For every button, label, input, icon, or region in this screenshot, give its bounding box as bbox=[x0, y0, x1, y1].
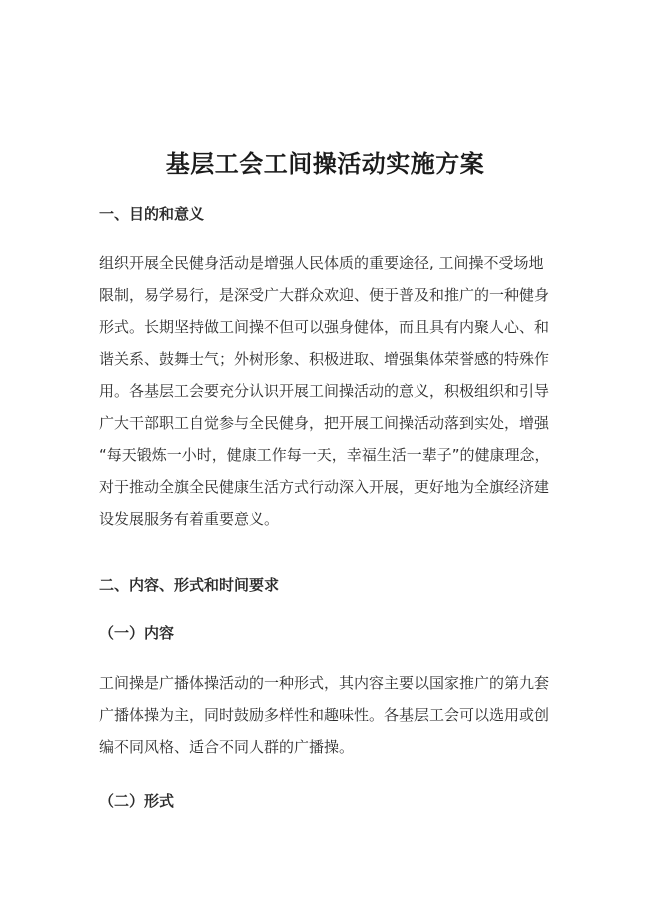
paragraph-line: 对于推动全旗全民健康生活方式行动深入开展，更好地为全旗经济建 bbox=[99, 478, 550, 496]
document-title: 基层工会工间操活动实施方案 bbox=[165, 150, 485, 178]
subsection-heading-form: （二）形式 bbox=[99, 792, 175, 810]
paragraph-line: 编不同风格、适合不同人群的广播操。 bbox=[99, 738, 355, 756]
paragraph-line: 设发展服务有着重要意义。 bbox=[99, 510, 280, 528]
subsection-heading-content: （一）内容 bbox=[99, 624, 175, 642]
paragraph-line: 组织开展全民健身活动是增强人民体质的重要途径, 工间操不受场地 bbox=[99, 254, 544, 272]
paragraph-content bbox=[99, 672, 559, 768]
paragraph-line: 广播体操为主，同时鼓励多样性和趣味性。各基层工会可以选用或创 bbox=[99, 706, 550, 724]
paragraph-line: “每天锻炼一小时，健康工作每一天，幸福生活一辈子”的健康理念， bbox=[99, 446, 550, 464]
paragraph-purpose bbox=[99, 252, 559, 540]
paragraph-line: 广大干部职工自觉参与全民健身，把开展工间操活动落到实处，增强 bbox=[99, 414, 550, 432]
paragraph-line: 用。各基层工会要充分认识开展工间操活动的意义，积极组织和引导 bbox=[99, 382, 550, 400]
paragraph-line: 谐关系、鼓舞士气；外树形象、积极进取、增强集体荣誉感的特殊作 bbox=[99, 350, 550, 368]
paragraph-line: 形式。长期坚持做工间操不但可以强身健体，而且具有内聚人心、和 bbox=[99, 318, 550, 336]
section-heading-purpose: 一、目的和意义 bbox=[99, 205, 205, 223]
paragraph-line: 限制，易学易行，是深受广大群众欢迎、便于普及和推广的一种健身 bbox=[99, 286, 550, 304]
paragraph-line: 工间操是广播体操活动的一种形式，其内容主要以国家推广的第九套 bbox=[99, 674, 550, 692]
section-heading-content-form-time: 二、内容、形式和时间要求 bbox=[99, 576, 280, 594]
